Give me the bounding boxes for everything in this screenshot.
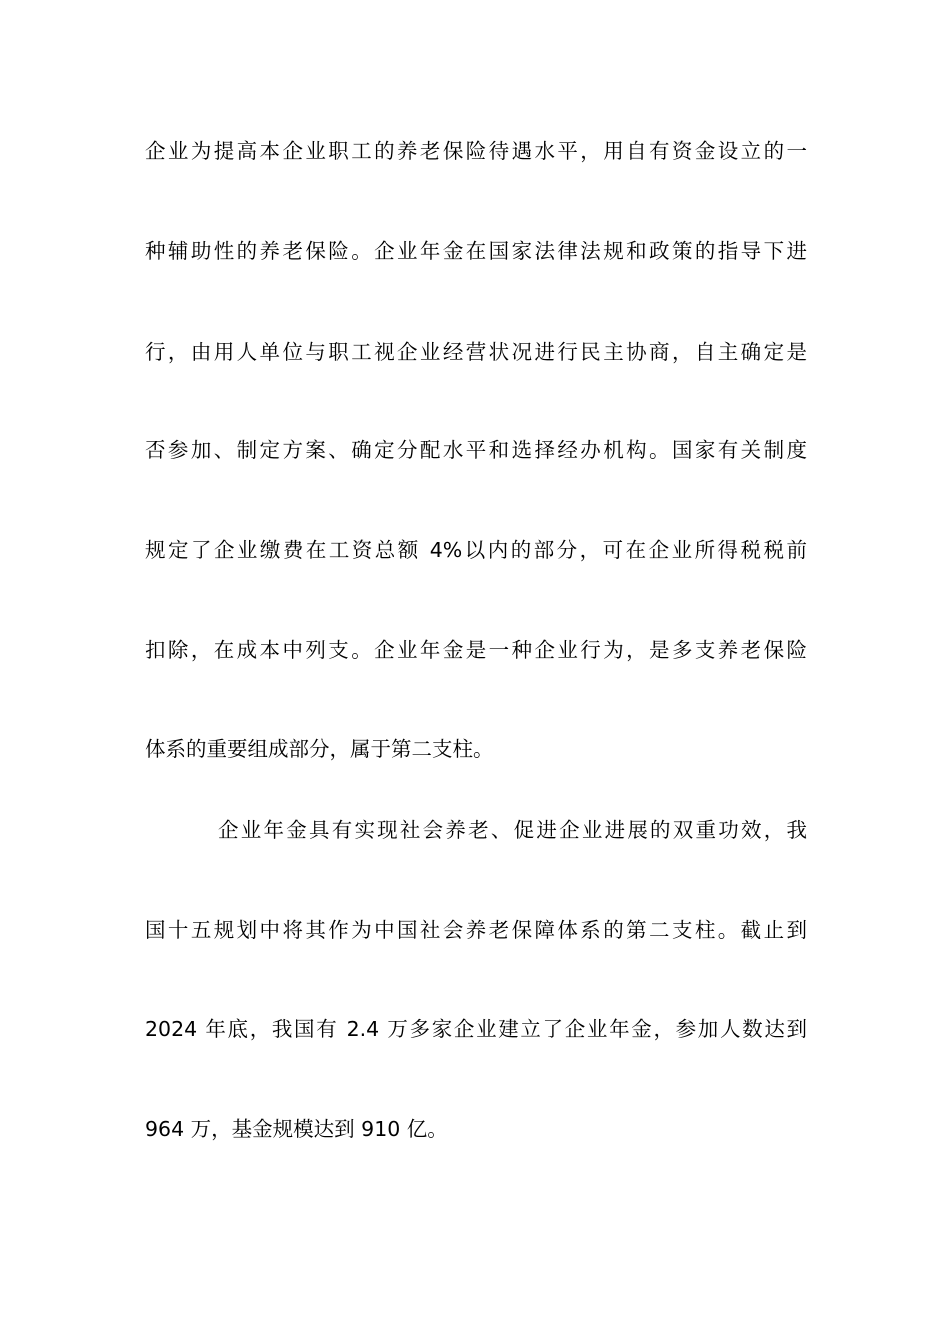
paragraph-2-line-1: 企业年金具有实现社会养老、促进企业进展的双重功效，我 bbox=[218, 818, 807, 842]
paragraph-2-line-3: 2024 年底，我国有 2.4 万多家企业建立了企业年金，参加人数达到 bbox=[145, 1017, 807, 1041]
paragraph-1-line-5: 规定了企业缴费在工资总额 4%以内的部分，可在企业所得税税前 bbox=[145, 538, 807, 562]
paragraph-1-line-1: 企业为提高本企业职工的养老保险待遇水平，用自有资金设立的一 bbox=[145, 139, 807, 163]
paragraph-2-line-4: 964 万，基金规模达到 910 亿。 bbox=[145, 1117, 448, 1141]
paragraph-1-line-3: 行，由用人单位与职工视企业经营状况进行民主协商，自主确定是 bbox=[145, 340, 807, 364]
paragraph-1-line-6: 扣除，在成本中列支。企业年金是一种企业行为，是多支养老保险 bbox=[145, 638, 807, 662]
paragraph-1-line-7: 体系的重要组成部分，属于第二支柱。 bbox=[145, 737, 494, 761]
paragraph-2-line-2: 国十五规划中将其作为中国社会养老保障体系的第二支柱。截止到 bbox=[145, 918, 807, 942]
paragraph-1-line-4: 否参加、制定方案、确定分配水平和选择经办机构。国家有关制度 bbox=[145, 438, 807, 462]
paragraph-1-line-2: 种辅助性的养老保险。企业年金在国家法律法规和政策的指导下进 bbox=[145, 239, 807, 263]
